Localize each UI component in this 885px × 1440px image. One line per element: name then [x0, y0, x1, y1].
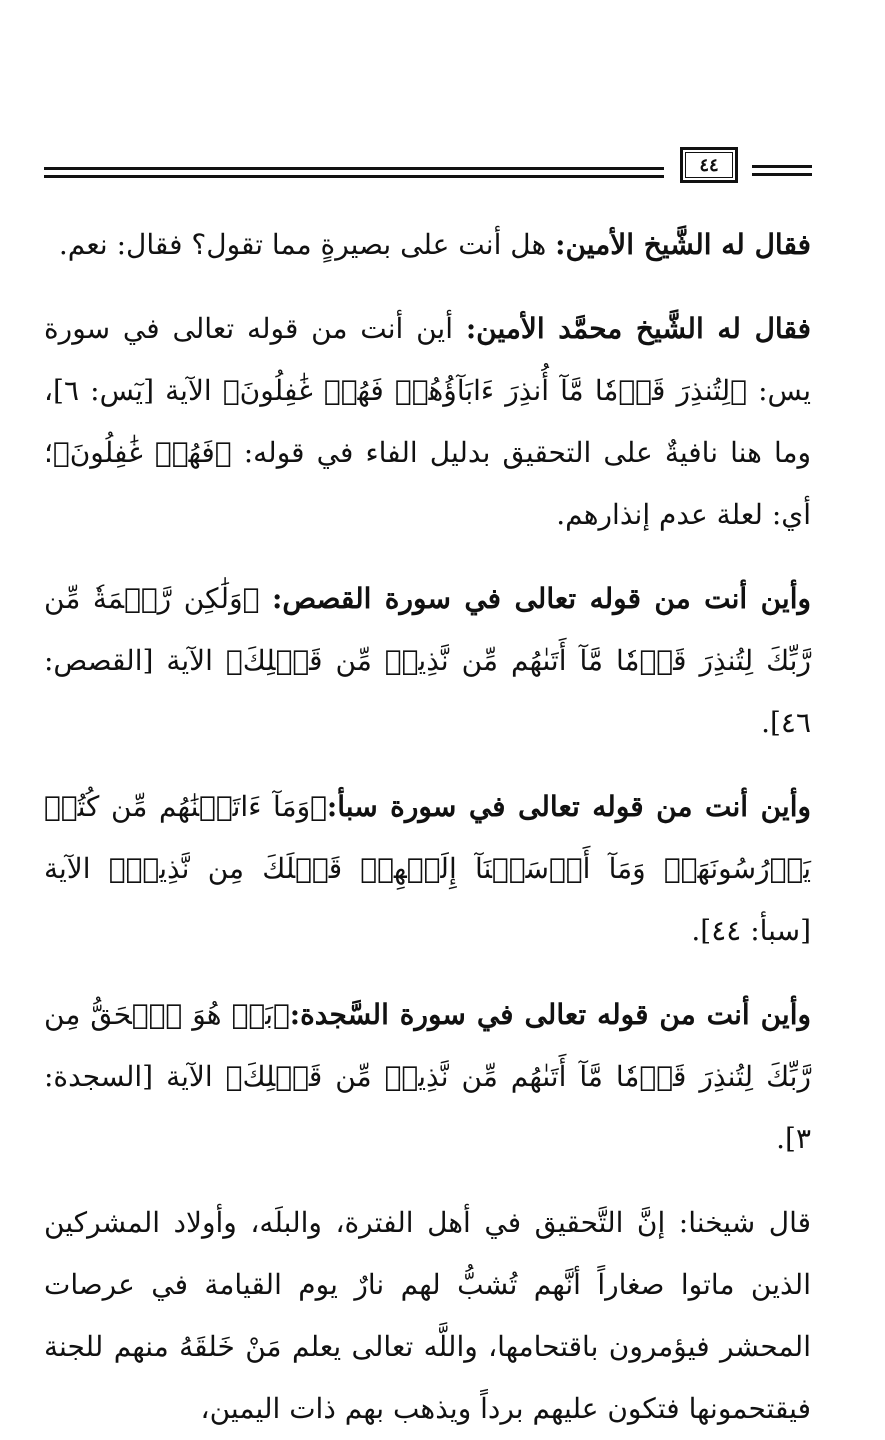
- quran-verse: ﴿فَهُمۡ غَٰفِلُونَ﴾: [52, 436, 232, 469]
- quran-verse: ﴿وَمَآ ءَاتَيۡنَٰهُم مِّن كُتُبٖ يَدۡرُسُونَهَاۖ وَمَآ أَرۡسَلۡنَآ إِلَيۡهِمۡ قَبۡلَكَ مِن نَّذِيرٖ﴾: [44, 790, 812, 885]
- verse-reference: الآية [السجدة: ٣].: [44, 1060, 811, 1155]
- page-header: [44, 147, 811, 187]
- quran-verse: ﴿بَلۡ هُوَ ٱلۡحَقُّ مِن رَّبِّكَ لِتُنذِرَ قَوۡمٗا مَّآ أَتَىٰهُم مِّن نَّذِيرٖ مِّن قَبۡلِكَ﴾: [44, 998, 811, 1093]
- verse-reference: الآية [سبأ: ٤٤].: [44, 852, 811, 947]
- header-rule-short: [752, 165, 812, 168]
- paragraph-text: هل أنت على بصيرةٍ مما تقول؟ فقال: نعم.: [58, 228, 556, 261]
- header-rule-short: [752, 173, 812, 176]
- quran-verse: ﴿لِتُنذِرَ قَوۡمٗا مَّآ أُنذِرَ ءَابَآؤُهُمۡ فَهُمۡ غَٰفِلُونَ﴾: [222, 374, 747, 407]
- speaker-lead: فقال له الشَّيخ محمَّد الأمين:: [465, 312, 811, 345]
- question-lead: وأين أنت من قوله تعالى في سورة القصص:: [271, 582, 811, 615]
- paragraph-text: أين أنت من قوله تعالى في سورة يس:: [44, 312, 811, 407]
- paragraph-text: الآية [يٓس: ٦]، وما هنا نافيةٌ على التحقيق بدليل الفاء في قوله:: [44, 374, 811, 469]
- page-number-box: [680, 147, 738, 183]
- paragraph-3: [44, 568, 811, 754]
- speaker-lead: فقال له الشَّيخ الأمين:: [555, 228, 811, 261]
- page-number: ٤٤: [699, 154, 719, 176]
- question-lead: وأين أنت من قوله تعالى في سورة سبأ:: [326, 790, 811, 823]
- paragraph-text: قال شيخنا: إنَّ التَّحقيق في أهل الفترة، والبلَه، وأولاد المشركين الذين ماتوا صغاراً أنَّهم تُشبُّ لهم نارٌ يوم القيامة في عرصات المحشر فيؤمرون باقتحامها، واللَّه تعالى يعلم مَنْ خَلقَهُ منهم للجنة فيقتحمونها فتكون عليهم برداً ويذهب بهم ذات اليمين،: [44, 1206, 811, 1425]
- paragraph-text: ؛ أي: لعلة عدم إنذارهم.: [44, 436, 811, 531]
- paragraph-2: [44, 298, 811, 546]
- question-lead: وأين أنت من قوله تعالى في سورة السَّجدة:: [289, 998, 812, 1031]
- paragraph-4: [44, 776, 811, 962]
- verse-reference: الآية [القصص: ٤٦].: [44, 644, 811, 739]
- paragraph-1: [44, 214, 811, 276]
- header-rule: [44, 167, 664, 170]
- header-rule: [44, 175, 664, 178]
- quran-verse: ﴿وَلَٰكِن رَّحۡمَةٗ مِّن رَّبِّكَ لِتُنذِرَ قَوۡمٗا مَّآ أَتَىٰهُم مِّن نَّذِيرٖ مِّن قَبۡلِكَ﴾: [44, 582, 811, 677]
- paragraph-5: [44, 984, 811, 1170]
- page-body: [44, 214, 811, 1440]
- paragraph-6: [44, 1192, 811, 1440]
